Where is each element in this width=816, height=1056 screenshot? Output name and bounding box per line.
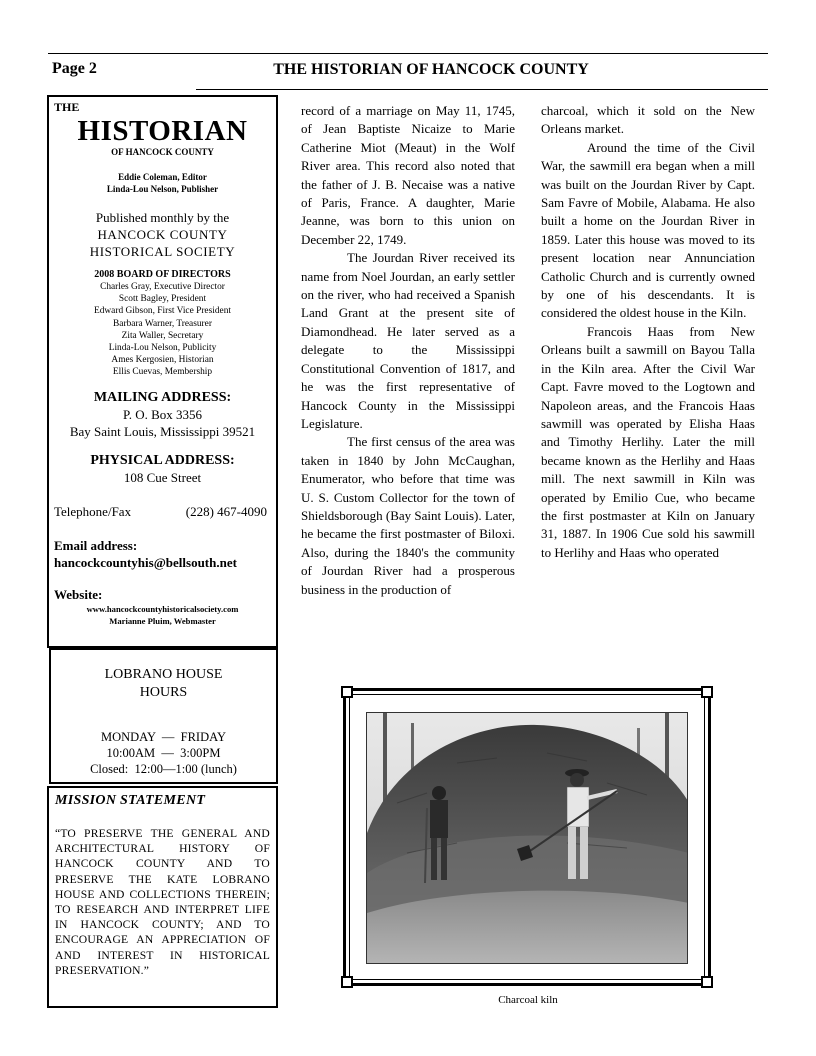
header-bottom-rule xyxy=(196,89,768,90)
frame-corner xyxy=(701,976,713,988)
board-member: Zita Waller, Secretary xyxy=(121,330,204,341)
board-member: Linda-Lou Nelson, Publicity xyxy=(108,343,217,354)
photo-caption: Charcoal kiln xyxy=(498,994,558,1006)
hours-days: MONDAY — FRIDAY xyxy=(100,730,227,744)
charcoal-kiln-image xyxy=(367,713,688,964)
hours-time: 10:00AM — 3:00PM xyxy=(106,746,221,760)
physical-address-line1: 108 Cue Street xyxy=(123,469,202,485)
hours-title-line1: LOBRANO HOUSE xyxy=(104,667,223,682)
website-title: Website: xyxy=(54,586,103,602)
telephone-value: (228) 467-4090 xyxy=(185,503,267,519)
frame-corner xyxy=(341,686,353,698)
article-paragraph: Around the time of the Civil War, the sawmill era began when a mill was built on the Jourdan River by Capt. Sam Favre of Mobile, Alabama. He also built a home on the Jourdan River in 1859. Later this house was moved to its present location near Annunciation Catholic Church and is currently owned by one of his descendants. It is considered the oldest house in the Kiln. xyxy=(541,139,755,321)
board-member: Ellis Cuevas, Membership xyxy=(112,367,213,378)
article-paragraph: The Jourdan River received its name from Noel Jourdan, an early settler on the river, who had received a Spanish Land Grant at the present site of Diamondhead. He later served as a delegate to the Mississippi Constitutional Convention of 1817, and he was the first representative of Hancock County in the Mississippi Legislature. xyxy=(301,250,515,431)
telephone-row xyxy=(54,503,271,520)
email-address: hancockcountyhis@bellsouth.net xyxy=(54,554,237,570)
masthead-county: OF HANCOCK COUNTY xyxy=(111,147,214,157)
published-by: Published monthly by the xyxy=(95,210,230,225)
board-member: Edward Gibson, First Vice President xyxy=(93,306,231,317)
lobrano-hours-box xyxy=(49,648,278,784)
newsletter-title: THE HISTORIAN OF HANCOCK COUNTY xyxy=(273,61,589,78)
charcoal-kiln-photo xyxy=(366,712,688,964)
board-title: 2008 BOARD OF DIRECTORS xyxy=(94,269,231,280)
society-name-line1: HANCOCK COUNTY xyxy=(97,227,228,242)
publisher-line: Linda-Lou Nelson, Publisher xyxy=(106,184,219,194)
article-paragraph: charcoal, which it sold on the New Orleans market. xyxy=(541,103,755,137)
editor-line: Eddie Coleman, Editor xyxy=(118,172,207,182)
board-list xyxy=(54,281,271,379)
board-member: Charles Gray, Executive Director xyxy=(100,282,225,292)
article-paragraph: record of a marriage on May 11, 1745, of Jean Baptiste Nicaize to Marie Catherine Miot (Meaut) in the Wolf River area. This record also noted that the father of J. B. Necaise was a native of Paris, France. A daughter, Marie Jeanne, was born to this union on December 22, 1749. xyxy=(301,103,515,247)
mission-statement-box xyxy=(47,786,278,1008)
article-paragraph: Francois Haas from New Orleans built a sawmill on Bayou Talla in the Kiln area. After the Civil War Capt. Favre moved to the Logtown and Napoleon areas, and the Francois Haas sawmill was operated by Elisha Haas and Timothy Herlihy. Later the mill became known as the Herlihy and Haas mill. The next sawmill in Kiln was operated by Emilio Cue, who became the first postmaster at Kiln on January 31, 1887. In 1906 Cue sold his sawmill to Herlihy and Haas who operated xyxy=(541,323,755,560)
page-number: Page 2 xyxy=(52,60,97,77)
masthead-box xyxy=(47,95,278,648)
article-paragraph: The first census of the area was taken in 1840 by John McCaughan, Enumerator, who before that time was U. S. Custom Collector for the town of Shieldsborough (Bay Saint Louis). Later, he became the first postmaster of Biloxi. Also, during the 1840's the community of Jourdan River had a prosperous business in the production of xyxy=(301,434,515,597)
physical-address-title: PHYSICAL ADDRESS: xyxy=(90,452,235,468)
header-top-rule xyxy=(48,53,768,54)
masthead-staff xyxy=(54,171,271,195)
telephone-label: Telephone/Fax xyxy=(54,503,132,519)
mailing-address-title: MAILING ADDRESS: xyxy=(93,389,232,405)
board-member: Scott Bagley, President xyxy=(118,294,207,305)
mission-title: MISSION STATEMENT xyxy=(55,793,206,808)
webmaster-line: Marianne Pluim, Webmaster xyxy=(109,615,216,626)
website-url: www.hancockcountyhistoricalsociety.com xyxy=(86,603,239,614)
article-column-1 xyxy=(301,102,515,599)
hours-closed: Closed: 12:00—1:00 (lunch) xyxy=(90,762,237,776)
board-member: Ames Kergosien, Historian xyxy=(111,355,214,366)
mailing-address-line2: Bay Saint Louis, Mississippi 39521 xyxy=(69,423,256,439)
hours-title-line2: HOURS xyxy=(139,685,188,700)
masthead-name: HISTORIAN xyxy=(77,115,248,147)
board-member: Barbara Warner, Treasurer xyxy=(113,318,212,329)
article-column-2 xyxy=(541,102,755,562)
email-title: Email address: xyxy=(54,537,138,553)
society-name-line2: HISTORICAL SOCIETY xyxy=(89,244,236,259)
masthead-the: THE xyxy=(54,100,80,114)
mission-text: “TO PRESERVE THE GENERAL AND ARCHITECTURAL HISTORY OF HANCOCK COUNTY AND TO PRESERVE THE KATE LOBRANO HOUSE AND COLLECTIONS THEREIN; TO RESEARCH AND INTERPRET LIFE IN HANCOCK COUNTY; AND TO ENCOURAGE AN APPRECIATION OF AND INTEREST IN HISTORICAL PRESERVATION.” xyxy=(55,827,270,977)
frame-corner xyxy=(701,686,713,698)
mailing-address-line1: P. O. Box 3356 xyxy=(122,406,203,422)
frame-corner xyxy=(341,976,353,988)
